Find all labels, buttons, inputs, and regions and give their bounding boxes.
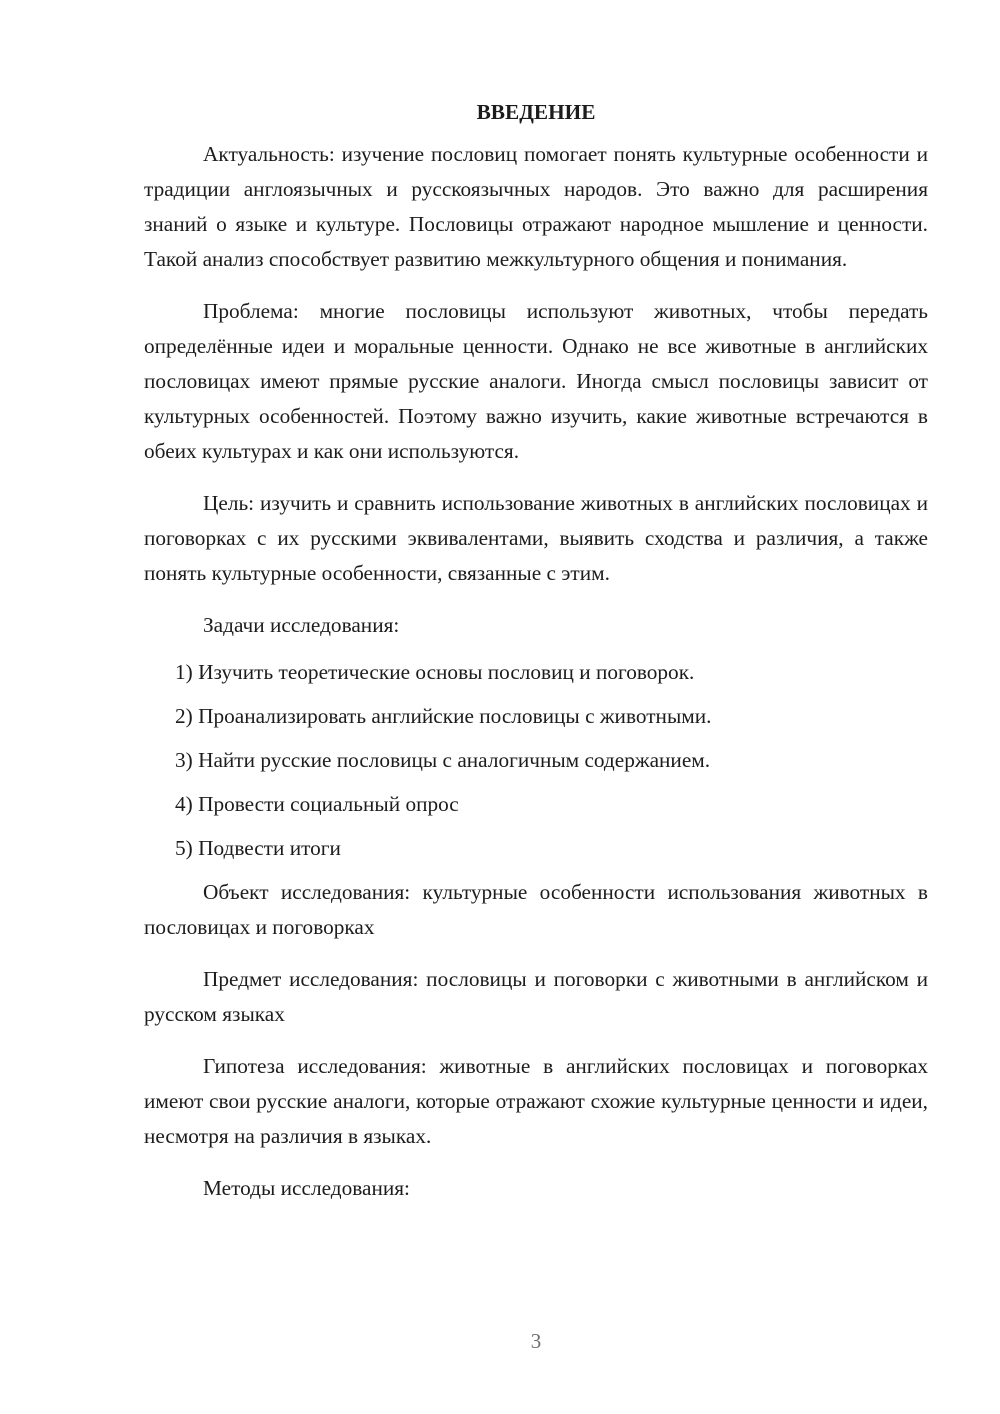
goal-paragraph: Цель: изучить и сравнить использование животных в английских пословицах и поговорках с их русскими эквивалентами, выявить сходства и различия, а также понять культурные особенности, связанные с этим.: [144, 491, 928, 585]
list-item: 4) Провести социальный опрос: [175, 792, 459, 816]
tasks-title: Задачи исследования:: [203, 613, 400, 637]
list-item: 3) Найти русские пословицы с аналогичным содержанием.: [175, 748, 711, 772]
list-item: 1) Изучить теоретические основы пословиц и поговорок.: [175, 660, 695, 684]
methods-title: Методы исследования:: [203, 1176, 410, 1200]
subject-paragraph: Предмет исследования: пословицы и поговорки с животными в английском и русском языках: [144, 967, 928, 1026]
list-item: 2) Проанализировать английские пословицы с животными.: [175, 704, 712, 728]
object-paragraph: Объект исследования: культурные особенности использования животных в пословицах и поговорках: [144, 880, 928, 939]
problem-paragraph: Проблема: многие пословицы используют животных, чтобы передать определённые идеи и моральные ценности. Однако не все животные в английских пословицах имеют прямые русские аналоги. Иногда смысл пословицы зависит от культурных особенностей. Поэтому важно изучить, какие животные встречаются в обеих культурах и как они используются.: [144, 299, 928, 463]
page-title: ВВЕДЕНИЕ: [476, 100, 596, 124]
list-item: 5) Подвести итоги: [175, 836, 341, 860]
relevance-paragraph: Актуальность: изучение пословиц помогает понять культурные особенности и традиции англоязычных и русскоязычных народов. Это важно для расширения знаний о языке и культуре. Пословицы отражают народное мышление и ценности. Такой анализ способствует развитию межкультурного общения и понимания.: [144, 142, 928, 271]
hypothesis-paragraph: Гипотеза исследования: животные в английских пословицах и поговорках имеют свои русские аналоги, которые отражают схожие культурные ценности и идеи, несмотря на различия в языках.: [144, 1054, 928, 1148]
tasks-list: [144, 655, 928, 866]
page-content: [144, 95, 928, 1223]
page-number: 3: [530, 1329, 542, 1353]
